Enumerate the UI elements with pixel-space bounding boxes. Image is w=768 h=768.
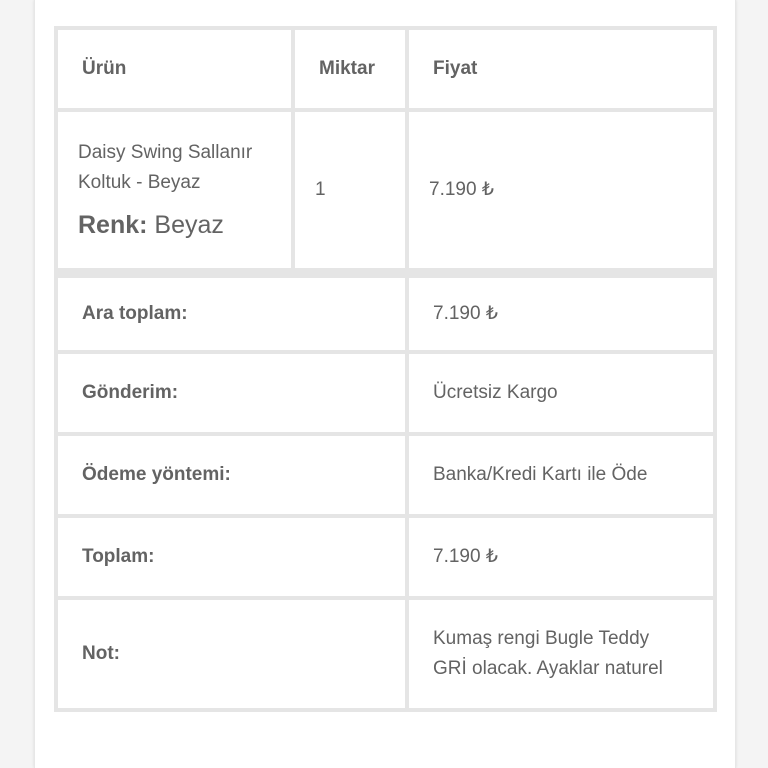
product-name-line2: Koltuk - Beyaz bbox=[78, 172, 201, 193]
shipping-label: Gönderim: bbox=[56, 352, 407, 434]
total-row bbox=[56, 516, 715, 598]
payment-method-value: Banka/Kredi Kartı ile Öde bbox=[407, 434, 715, 516]
table-header-row bbox=[56, 28, 715, 110]
note-row bbox=[56, 598, 715, 710]
product-cell bbox=[56, 110, 293, 270]
subtotal-row bbox=[56, 270, 715, 352]
product-name[interactable] bbox=[78, 138, 281, 198]
quantity-cell: 1 bbox=[293, 110, 407, 270]
header-product: Ürün bbox=[56, 28, 293, 110]
payment-method-label: Ödeme yöntemi: bbox=[56, 434, 407, 516]
total-label: Toplam: bbox=[56, 516, 407, 598]
subtotal-value: 7.190 ₺ bbox=[407, 270, 715, 352]
header-price: Fiyat bbox=[407, 28, 715, 110]
subtotal-label: Ara toplam: bbox=[56, 270, 407, 352]
payment-method-row bbox=[56, 434, 715, 516]
shipping-value: Ücretsiz Kargo bbox=[407, 352, 715, 434]
order-details-table bbox=[54, 26, 717, 712]
shipping-row bbox=[56, 352, 715, 434]
product-variation bbox=[78, 208, 281, 242]
note-label: Not: bbox=[56, 598, 407, 710]
variation-value: Beyaz bbox=[154, 211, 224, 239]
table-row bbox=[56, 110, 715, 270]
header-quantity: Miktar bbox=[293, 28, 407, 110]
price-cell: 7.190 ₺ bbox=[407, 110, 715, 270]
variation-key: Renk: bbox=[78, 211, 148, 239]
product-name-line1: Daisy Swing Sallanır bbox=[78, 142, 253, 163]
note-value bbox=[407, 598, 715, 710]
note-line2: GRİ olacak. Ayaklar naturel bbox=[433, 658, 663, 679]
note-line1: Kumaş rengi Bugle Teddy bbox=[433, 628, 650, 649]
total-value: 7.190 ₺ bbox=[407, 516, 715, 598]
